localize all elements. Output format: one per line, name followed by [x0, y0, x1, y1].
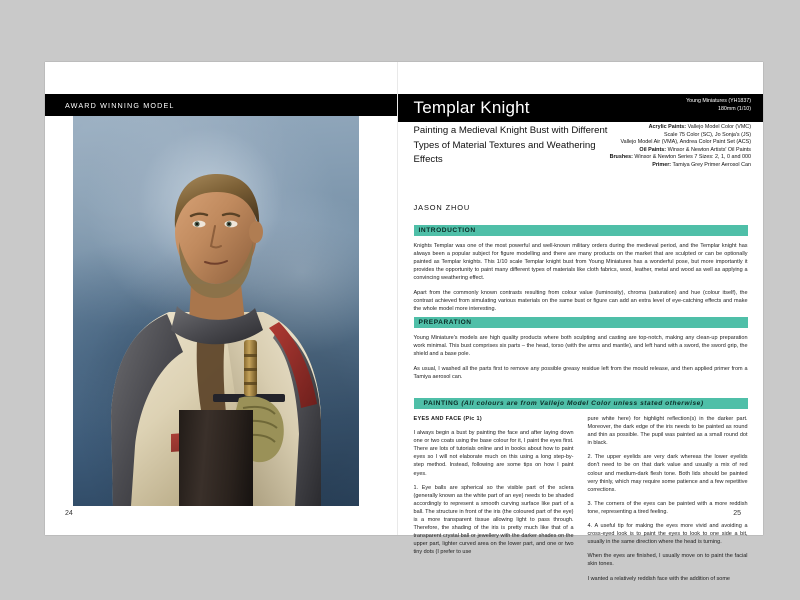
preparation-paragraph: Young Miniature's models are high quality products where both sculpting and casting are top-notch, making any clean-up preparation work minimal. This bust comprises six parts – the head, torso (with the arms and mantle), and left hand with a sword, the sword grip, the shield and a base pole.: [413, 335, 748, 358]
model-photograph: [73, 116, 359, 506]
display-base: [179, 410, 253, 506]
materials-label: Oil Paints:: [639, 146, 667, 153]
painting-paragraph: pure white here) for highlight reflection(s) in the darker part. Moreover, the dark edge of the iris needs to be painted as round and thin as possible. The pupil was painted as a small round dot in black.: [587, 416, 748, 447]
section-header-preparation-label: PREPARATION: [418, 319, 472, 326]
kit-scale: 180mm (1/10): [718, 106, 751, 113]
painting-right-column: [588, 415, 748, 589]
materials-list: [551, 124, 751, 170]
kit-manufacturer: Young Miniatures (YH1837): [686, 98, 751, 104]
introduction-body: [414, 242, 748, 320]
materials-line: Primer: Tamiya Grey Primer Aerosol Can: [652, 161, 751, 168]
painting-heading-italic: (All colours are from Vallejo Model Color unless stated otherwise): [461, 400, 704, 407]
painting-paragraph: 2. The upper eyelids are very dark whereas the lower eyelids don't need to be on that dark value and usually a mix of red colour and medium-dark flesh tone. Both lids should be painted very thinly, which may require some patience and a few repetitive corrections.: [587, 454, 748, 493]
painting-subhead: EYES AND FACE (Pic 1): [413, 416, 482, 422]
article-byline: JASON ZHOU: [413, 203, 471, 212]
introduction-paragraph: Apart from the commonly known contrasts resulting from colour value (luminosity), chroma (saturation) and hue (colour itself), the contrast achieved from simulating various materials on the same bust or figure can add an extra level of eye-catching effects and make the whole model more interesting.: [413, 289, 748, 313]
painting-paragraph: When the eyes are finished, I usually move on to paint the facial skin tones.: [587, 553, 748, 568]
painting-paragraph: I wanted a relatively reddish face with the addition of some: [587, 575, 730, 582]
left-page: [45, 62, 397, 535]
running-head-label: AWARD WINNING MODEL: [65, 100, 175, 110]
materials-line: Brushes: Winsor & Newton Series 7 Sizes: 2, 1, 0 and 000: [609, 154, 751, 161]
materials-line: Acrylic Paints: Vallejo Model Color (VMC): [648, 124, 751, 130]
materials-line: Scale 75 Color (SC), Jo Sonja's (JS): [663, 131, 751, 138]
painting-left-column: [414, 415, 574, 589]
section-header-introduction-label: INTRODUCTION: [418, 227, 476, 234]
section-header-introduction: [414, 225, 748, 236]
right-page: [397, 62, 763, 582]
running-head-bar: [45, 94, 397, 116]
kit-meta: [686, 97, 751, 113]
section-header-painting-label: [414, 400, 704, 407]
materials-label: Primer:: [652, 161, 672, 168]
materials-label: Brushes:: [609, 154, 633, 161]
painting-right-paragraphs: [588, 415, 748, 583]
introduction-paragraph: Knights Templar was one of the most powerful and well-known military orders during the medieval period, and the Templar knight has always been a popular subject for figure modelling and there are many products on the market that are sculpted or can be optionally painted as Templar knights. This 1/10 scale Templar knight bust from Young Miniatures has a wonderful pose, but more importantly it provides the opportunity to paint many different types of materials like cloth fabrics, wool, leather, metal and wood as well as applying a convincing weathering effect.: [413, 243, 748, 282]
painting-paragraph: 1. Eye balls are spherical so the visible part of the sclera (generally known as the white part of an eye) needs to be shaded accordingly to represent a smooth curving surface like part of a ball. The structure in front of the iris (the coloured part of the eye) is a more transparent tissue allowing light to pass through. Therefore, the shading of the iris is pretty much like that of a transparent crystal ball or jewellery with the darker shades on the upper part, lighter curved area on the lower part, and one or two tiny dots (I prefer to use: [413, 484, 574, 556]
article-subtitle: Painting a Medieval Knight Bust with Different Types of Material Textures and Weathering Effects: [413, 125, 608, 165]
magazine-spread: [45, 62, 763, 582]
materials-label: Acrylic Paints:: [648, 124, 687, 130]
materials-line: Oil Paints: Winsor & Newton Artists' Oil Paints: [639, 146, 751, 153]
page-number-right: 25: [733, 510, 741, 517]
preparation-paragraph: As usual, I washed all the parts first to remove any possible greasy residue left from the mould release, and then applied primer from a Tamiya aerosol can.: [413, 365, 748, 380]
painting-paragraph: I always begin a bust by painting the face and after laying down one or two coats using the base colour for it, I paint the eyes first. There are lots of tutorials online and in books about how to paint eyes so I will not elaborate much on this using a long step-by-step method. Instead, following are some tips on how I paint eyes.: [413, 430, 574, 477]
painting-heading-plain: PAINTING: [423, 400, 462, 407]
section-header-painting: [414, 398, 748, 409]
painting-columns: [414, 415, 748, 589]
page-number-left: 24: [65, 510, 73, 517]
preparation-body: [414, 334, 748, 387]
painting-left-paragraphs: [414, 429, 574, 556]
article-title: Templar Knight: [413, 98, 530, 117]
painting-paragraph: 3. The corners of the eyes can be painted with a more reddish tone, representing a tired feeling.: [587, 500, 748, 515]
painting-paragraph: 4. A useful tip for making the eyes more vivid and avoiding a cross-eyed look is to paint the eyes to look to one side a bit, usually in the same direction where the head is turning.: [587, 523, 748, 546]
materials-line: Vallejo Model Air (VMA), Andrea Color Paint Set (ACS): [620, 139, 751, 146]
section-header-preparation: [414, 317, 748, 328]
